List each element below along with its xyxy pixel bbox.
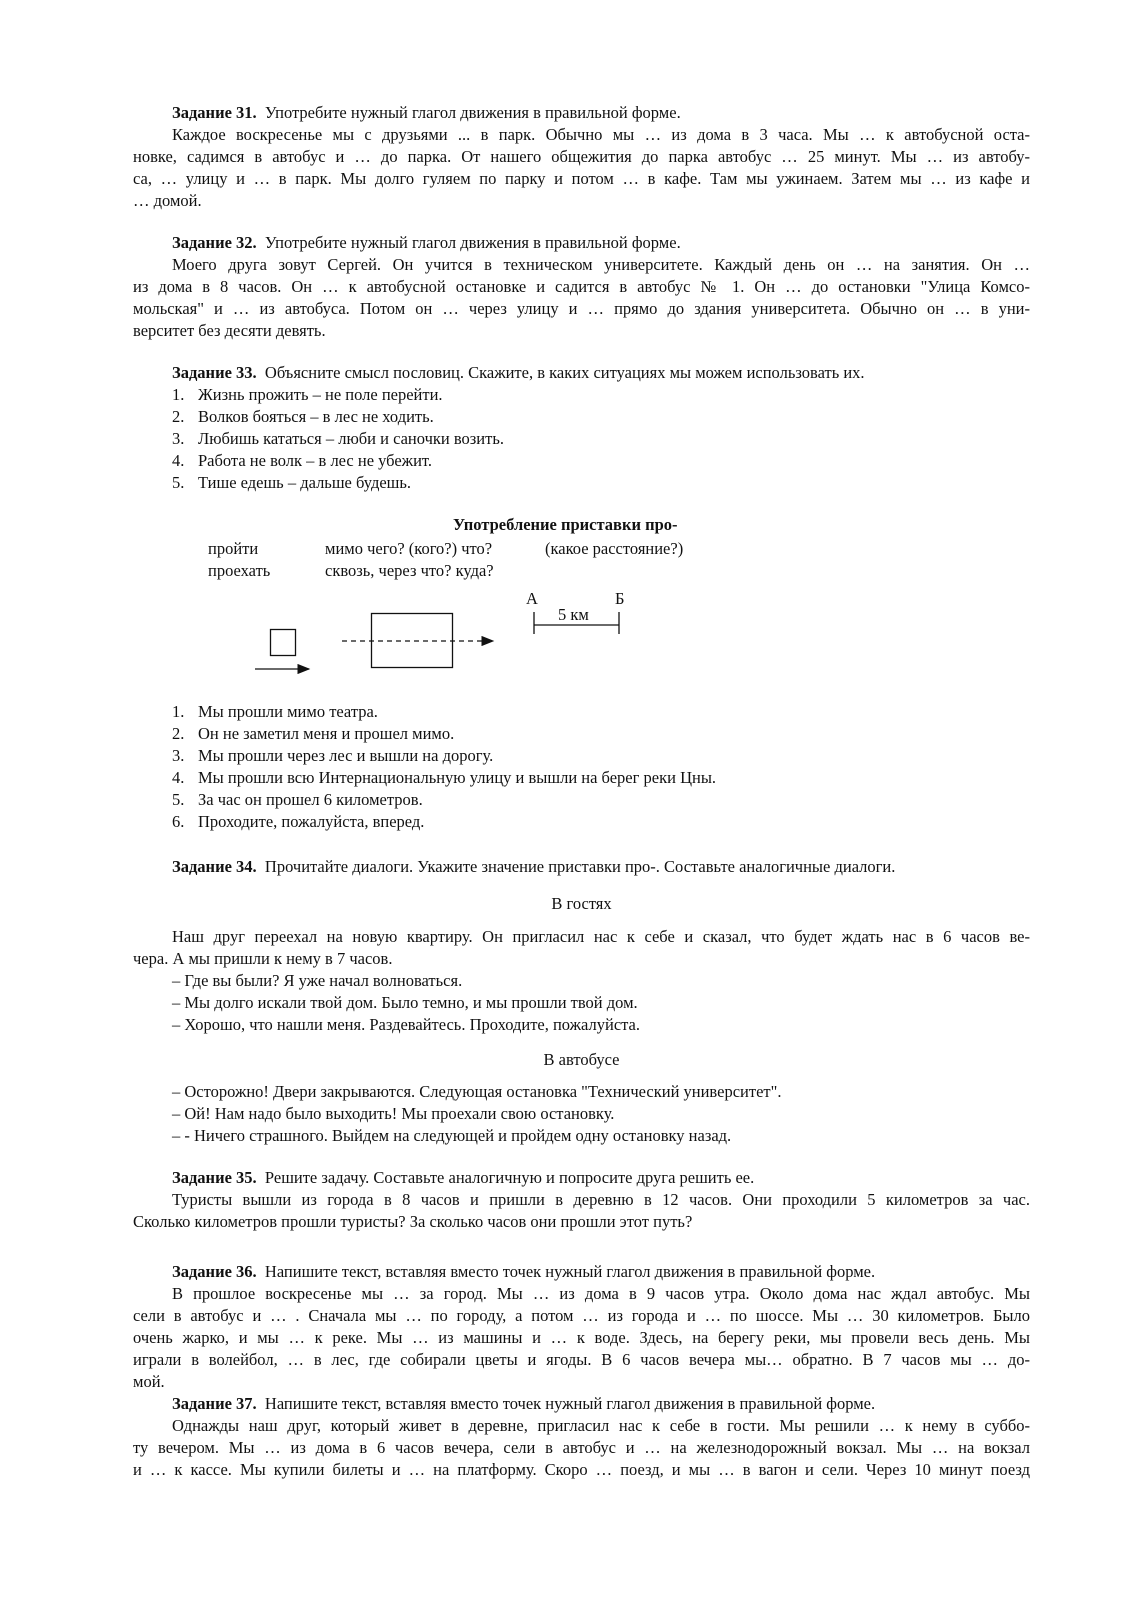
list-item [133, 428, 1030, 450]
text-line: Сколько километров прошли туристы? За сколько часов они прошли этот путь? [133, 1212, 693, 1231]
list-item [133, 767, 1030, 789]
item-text: Он не заметил меня и прошел мимо. [198, 724, 455, 743]
item-text: Волков бояться – в лес не ходить. [198, 407, 434, 426]
list-item [133, 384, 1030, 406]
item-number: 4. [172, 451, 185, 470]
text-line: верситет без десяти девять. [133, 321, 326, 340]
task-heading [133, 102, 1030, 124]
dialog-line: – Где вы были? Я уже начал волноваться. [172, 971, 463, 990]
task-instruction: Напишите текст, вставляя вместо точек нужный глагол движения в правильной форме. [264, 1394, 876, 1413]
item-text: Мы прошли через лес и вышли на дорогу. [198, 746, 494, 765]
list-item [133, 701, 1030, 723]
item-text: Тише едешь – дальше будешь. [198, 473, 412, 492]
list-item [133, 745, 1030, 767]
task-33 [133, 362, 1030, 494]
verb-label: пройти [208, 539, 259, 558]
dialog-line: – Ой! Нам надо было выходить! Мы проехали свою остановку. [172, 1104, 615, 1123]
task-heading [133, 362, 1030, 384]
task-instruction: Употребите нужный глагол движения в правильной форме. [264, 233, 681, 252]
text-line: играли в волейбол, … в лес, где собирали цветы и ягоды. В 6 часов вечера мы… обратно. В 7 часов мы … до- [133, 1350, 1030, 1369]
text-line: В прошлое воскресенье мы … за город. Мы … из дома в 9 часов утра. Около дома нас ждал автобус. Мы [172, 1284, 1030, 1303]
task-instruction: Решите задачу. Составьте аналогичную и попросите друга решить ее. [264, 1168, 755, 1187]
text-line: … домой. [133, 191, 202, 210]
dialog-title: В автобусе [543, 1050, 620, 1069]
item-number: 1. [172, 702, 185, 721]
item-text: Проходите, пожалуйста, вперед. [198, 812, 425, 831]
item-text: Любишь кататься – люби и саночки возить. [198, 429, 504, 448]
object-square [271, 630, 296, 656]
point-a-label: А [526, 589, 538, 608]
dialog-line: – Мы долго искали твой дом. Было темно, и мы прошли твой дом. [172, 993, 638, 1012]
item-number: 6. [172, 812, 185, 831]
task-label: Задание 35. [172, 1168, 257, 1187]
prefix-diagram [133, 536, 1030, 701]
document-page [133, 102, 1030, 1481]
task-instruction: Напишите текст, вставляя вместо точек нужный глагол движения в правильной форме. [264, 1262, 876, 1281]
text-line: Однажды наш друг, который живет в деревне, пригласил нас к себе в гости. Мы решили … к нему в суббо- [172, 1416, 1030, 1435]
task-35 [133, 1167, 1030, 1233]
task-label: Задание 36. [172, 1262, 257, 1281]
text-line: новке, садимся в автобус и … до парка. От нашего общежития до парка автобус … 25 минут. Мы … из автобу- [133, 147, 1030, 166]
list-item [133, 789, 1030, 811]
text-line: Наш друг переехал на новую квартиру. Он пригласил нас к себе и сказал, что будет ждать нас в 6 часов ве- [172, 927, 1030, 946]
list-item [133, 723, 1030, 745]
point-b-label: Б [615, 589, 625, 608]
task-label: Задание 37. [172, 1394, 257, 1413]
object-rectangle [372, 614, 453, 668]
task-heading [133, 1261, 1030, 1283]
dialog-line: – Хорошо, что нашли меня. Раздевайтесь. Проходите, пожалуйста. [172, 1015, 641, 1034]
item-number: 5. [172, 790, 185, 809]
item-text: Мы прошли всю Интернациональную улицу и вышли на берег реки Цны. [198, 768, 717, 787]
dialog-line: – Осторожно! Двери закрываются. Следующая остановка "Технический университет". [172, 1082, 782, 1101]
text-line: и … к кассе. Мы купили билеты и … на платформу. Скоро … поезд, и мы … в вагон и сели. Через 10 минут поезд [133, 1460, 1030, 1479]
item-number: 3. [172, 746, 185, 765]
text-line: ту вечером. Мы … из дома в 6 часов вечера, сели в автобус и … на железнодорожный вокзал. Мы … на вокзал [133, 1438, 1030, 1457]
task-32 [133, 232, 1030, 342]
verb-label: проехать [208, 561, 271, 580]
text-line: Каждое воскресенье мы с друзьями ... в парк. Обычно мы … из дома в 3 часа. Мы … к автобусной оста- [172, 125, 1030, 144]
dialog-line: – - Ничего страшного. Выйдем на следующей и пройдем одну остановку назад. [172, 1126, 732, 1145]
item-number: 1. [172, 385, 185, 404]
task-instruction: Прочитайте диалоги. Укажите значение приставки про-. Составьте аналогичные диалоги. [264, 857, 896, 876]
list-item [133, 406, 1030, 428]
task-label: Задание 33. [172, 363, 257, 382]
dialog-title: В гостях [551, 894, 612, 913]
task-36 [133, 1261, 1030, 1393]
item-number: 5. [172, 473, 185, 492]
question-label: мимо чего? (кого?) что? [325, 539, 493, 558]
task-instruction: Объясните смысл пословиц. Скажите, в каких ситуациях мы можем использовать их. [264, 363, 865, 382]
task-heading [133, 232, 1030, 254]
list-item [133, 811, 1030, 833]
item-number: 2. [172, 724, 185, 743]
text-line: очень жарко, и мы … к реке. Мы … из машины и … к воде. Здесь, на берегу реки, мы провели весь день. Мы [133, 1328, 1030, 1347]
text-line: Туристы вышли из города в 8 часов и пришли в деревню в 12 часов. Они проходили 5 километров за час. [172, 1190, 1030, 1209]
distance-label: 5 км [558, 605, 589, 624]
section-title: Употребление приставки про- [453, 515, 678, 534]
task-37 [133, 1393, 1030, 1481]
text-line: из дома в 8 часов. Он … к автобусной остановке и садится в автобус № 1. Он … до остановки "Улица Комсо- [133, 277, 1030, 296]
prefix-section [133, 514, 1030, 833]
item-text: Жизнь прожить – не поле перейти. [198, 385, 443, 404]
task-label: Задание 31. [172, 103, 257, 122]
text-line: чера. А мы пришли к нему в 7 часов. [133, 949, 393, 968]
task-label: Задание 32. [172, 233, 257, 252]
diagram-shapes [133, 536, 733, 701]
item-number: 2. [172, 407, 185, 426]
task-31 [133, 102, 1030, 212]
item-number: 3. [172, 429, 185, 448]
list-item [133, 472, 1030, 494]
task-heading [133, 1393, 1030, 1415]
item-text: Работа не волк – в лес не убежит. [198, 451, 432, 470]
question-label: сквозь, через что? куда? [325, 561, 494, 580]
task-34 [133, 856, 1030, 1147]
text-line: мой. [133, 1372, 165, 1391]
text-line: Моего друга зовут Сергей. Он учится в техническом университете. Каждый день он … на занятия. Он … [172, 255, 1030, 274]
item-number: 4. [172, 768, 185, 787]
text-line: сели в автобус и … . Сначала мы … по городу, а потом … из города и … по шоссе. Мы … 30 километров. Было [133, 1306, 1030, 1325]
task-instruction: Употребите нужный глагол движения в правильной форме. [264, 103, 681, 122]
text-line: са, … улицу и … в парк. Мы долго гуляем по парку и потом … в кафе. Там мы ужинаем. Затем мы … из кафе и [133, 169, 1030, 188]
list-item [133, 450, 1030, 472]
item-text: За час он прошел 6 километров. [198, 790, 423, 809]
task-label: Задание 34. [172, 857, 257, 876]
task-heading [133, 856, 1030, 878]
task-heading [133, 1167, 1030, 1189]
text-line: мольская" и … из автобуса. Потом он … через улицу и … прямо до здания университета. Обычно он … в уни- [133, 299, 1030, 318]
distance-question: (какое расстояние?) [545, 539, 684, 558]
item-text: Мы прошли мимо театра. [198, 702, 378, 721]
